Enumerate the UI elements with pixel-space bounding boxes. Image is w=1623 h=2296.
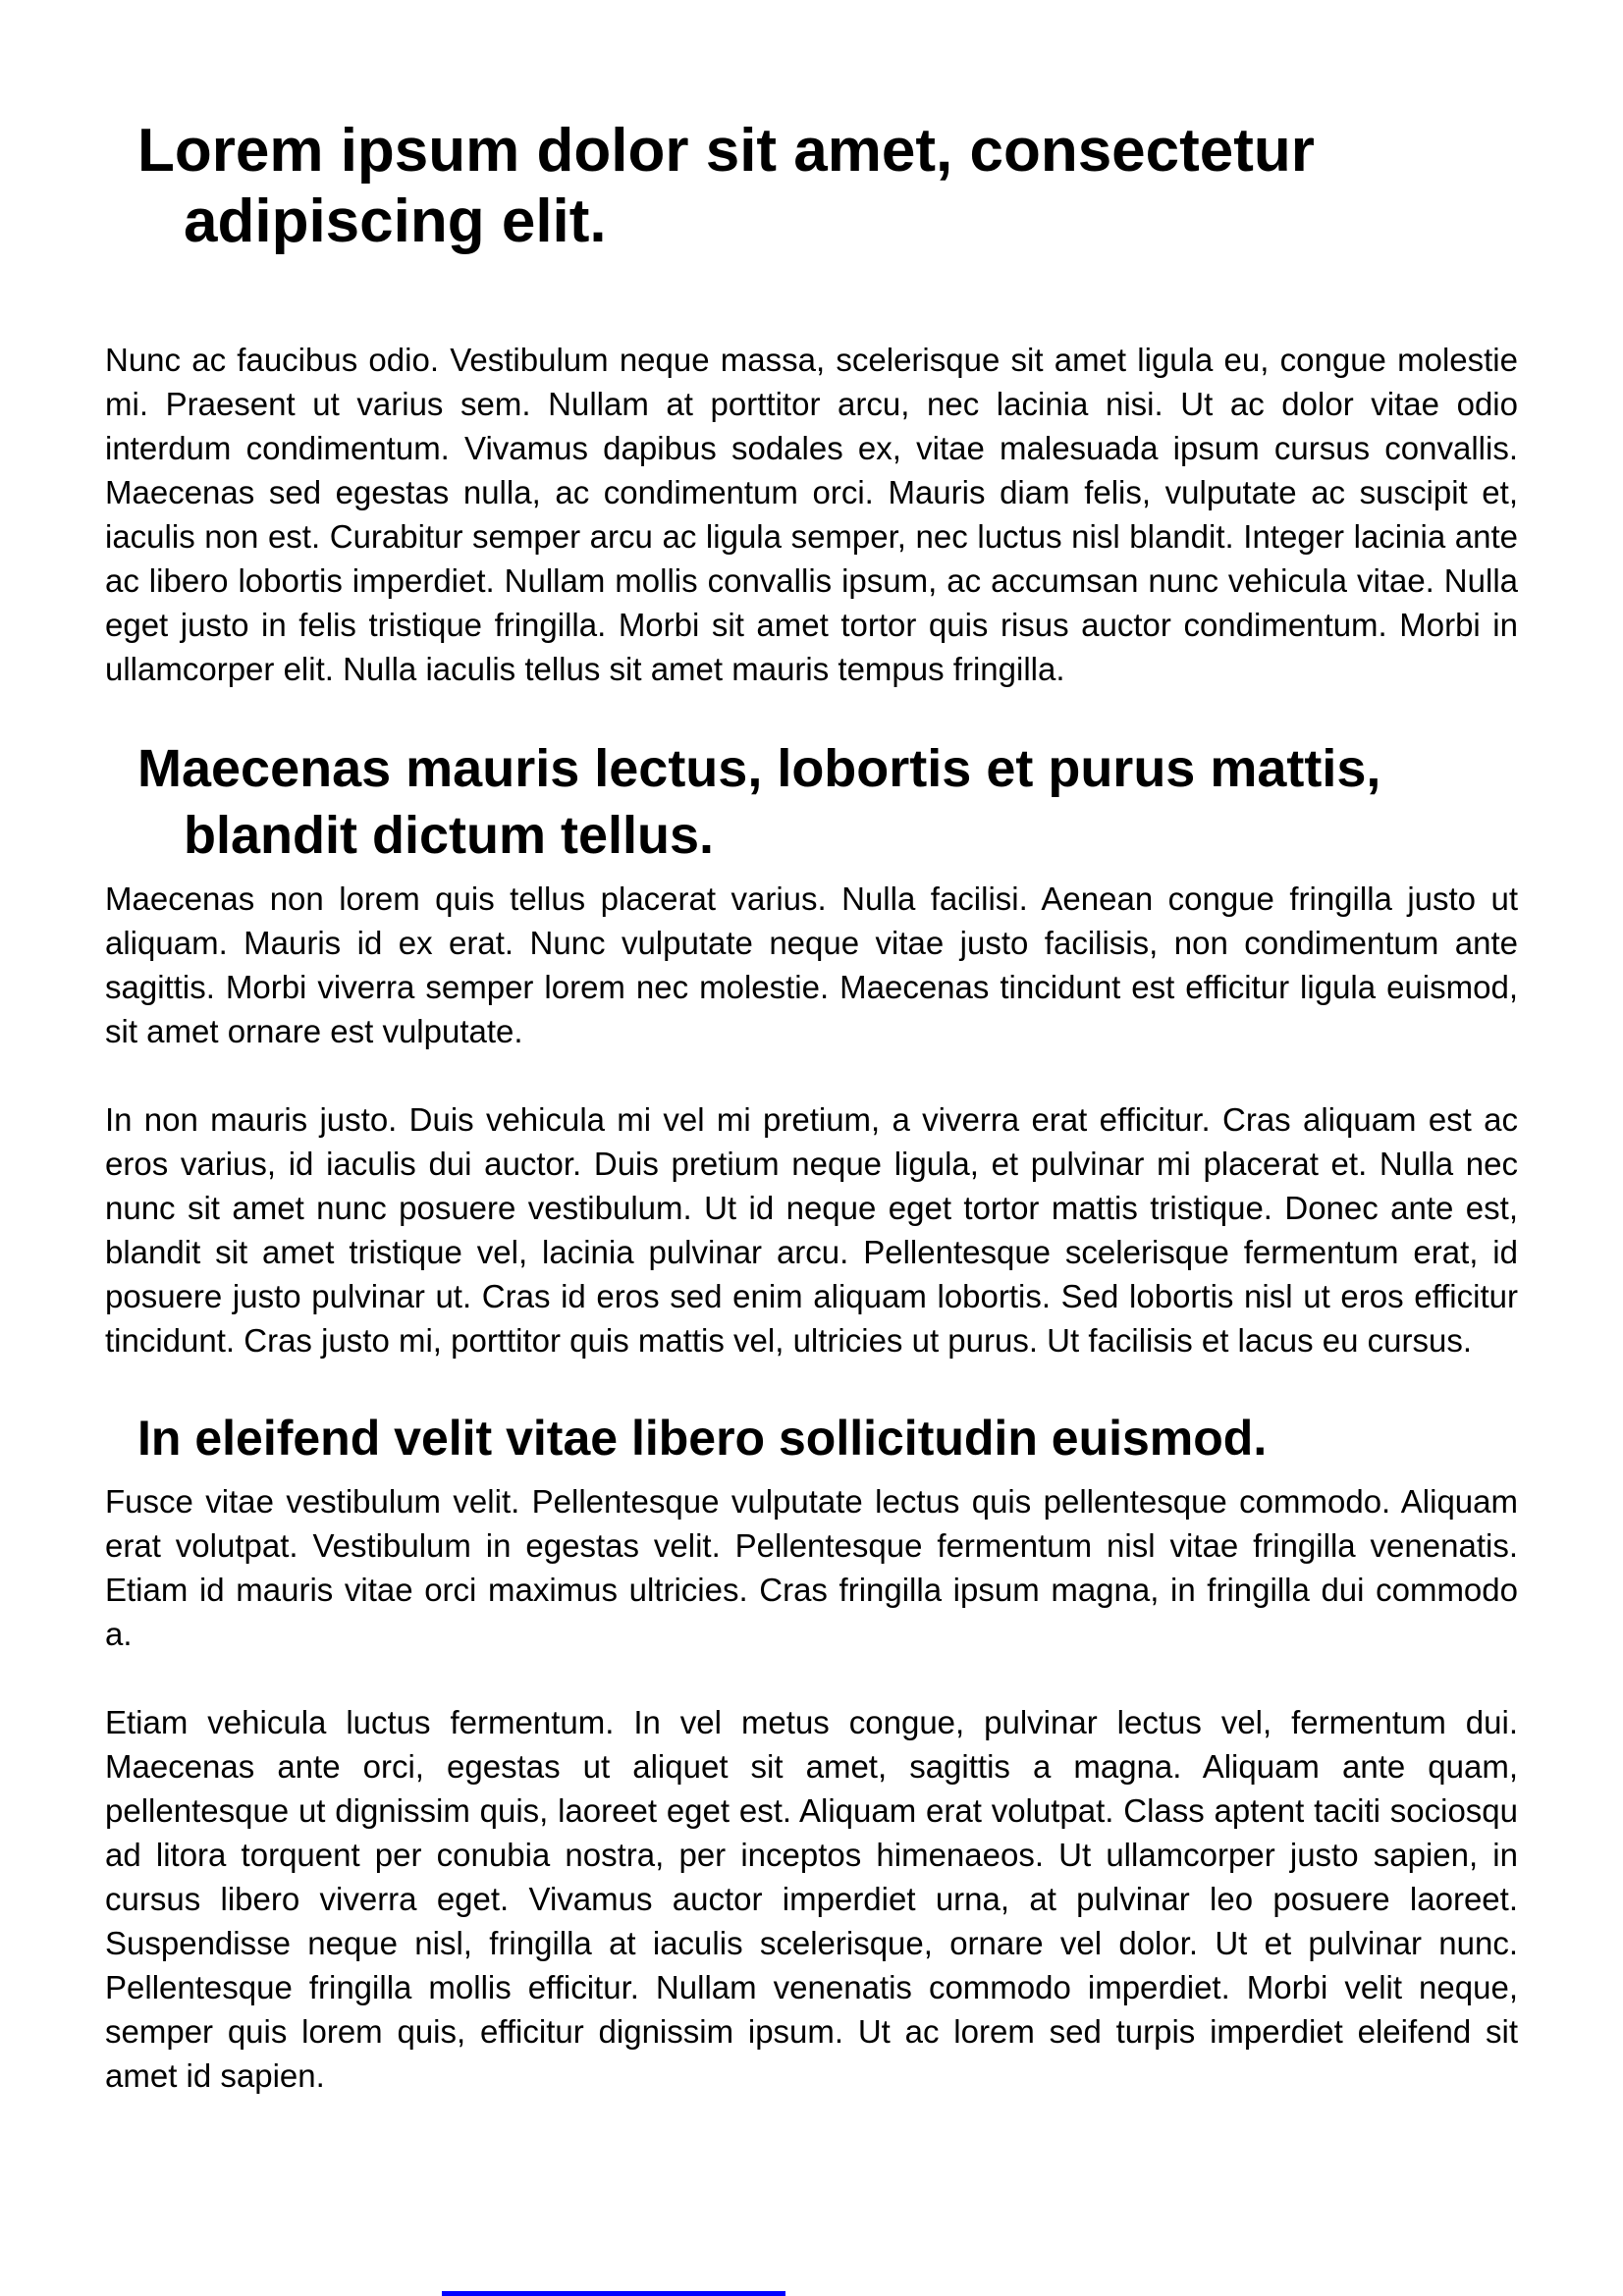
section-3-paragraph-1: Fusce vitae vestibulum velit. Pellentesque vulputate lectus quis pellentesque commodo. Aliquam erat volutpat. Vestibulum in egestas velit. Pellentesque fermentum nisl vitae fringilla venenatis. Etiam id mauris vitae orci maximus ultricies. Cras fringilla ipsum magna, in fringilla dui commodo a. [105,1483,1518,1652]
footer-blue-bar [442,2291,785,2296]
section-2-heading: Maecenas mauris lectus, lobortis et purus mattis, blandit dictum tellus. [137,739,1381,865]
section-3-heading: In eleifend velit vitae libero sollicitudin euismod. [137,1411,1268,1466]
section-1-heading: Lorem ipsum dolor sit amet, consectetur adipiscing elit. [137,117,1315,255]
section-2-paragraph-1: Maecenas non lorem quis tellus placerat varius. Nulla facilisi. Aenean congue fringilla justo ut aliquam. Mauris id ex erat. Nunc vulputate neque vitae justo facilisis, non condimentum ante sagittis. Morbi viverra semper lorem nec molestie. Maecenas tincidunt est efficitur ligula euismod, sit amet ornare est vulputate. [105,881,1518,1049]
section-1-paragraph-1: Nunc ac faucibus odio. Vestibulum neque massa, scelerisque sit amet ligula eu, congue molestie mi. Praesent ut varius sem. Nullam at porttitor arcu, nec lacinia nisi. Ut ac dolor vitae odio interdum condimentum. Vivamus dapibus sodales ex, vitae malesuada ipsum cursus convallis. Maecenas sed egestas nulla, ac condimentum orci. Mauris diam felis, vulputate ac suscipit et, iaculis non est. Curabitur semper arcu ac ligula semper, nec luctus nisl blandit. Integer lacinia ante ac libero lobortis imperdiet. Nullam mollis convallis ipsum, ac accumsan nunc vehicula vitae. Nulla eget justo in felis tristique fringilla. Morbi sit amet tortor quis risus auctor condimentum. Morbi in ullamcorper elit. Nulla iaculis tellus sit amet mauris tempus fringilla. [105,342,1518,687]
section-3-paragraph-2: Etiam vehicula luctus fermentum. In vel metus congue, pulvinar lectus vel, fermentum dui. Maecenas ante orci, egestas ut aliquet sit amet, sagittis a magna. Aliquam ante quam, pellentesque ut dignissim quis, laoreet eget est. Aliquam erat volutpat. Class aptent taciti sociosqu ad litora torquent per conubia nostra, per inceptos himenaeos. Ut ullamcorper justo sapien, in cursus libero viverra eget. Vivamus auctor imperdiet urna, at pulvinar leo posuere laoreet. Suspendisse neque nisl, fringilla at iaculis scelerisque, ornare vel dolor. Ut et pulvinar nunc. Pellentesque fringilla mollis efficitur. Nullam venenatis commodo imperdiet. Morbi velit neque, semper quis lorem quis, efficitur dignissim ipsum. Ut ac lorem sed turpis imperdiet eleifend sit amet id sapien. [105,1704,1518,2094]
section-2-paragraph-2: In non mauris justo. Duis vehicula mi vel mi pretium, a viverra erat efficitur. Cras aliquam est ac eros varius, id iaculis dui auctor. Duis pretium neque ligula, et pulvinar mi placerat et. Nulla nec nunc sit amet nunc posuere vestibulum. Ut id neque eget tortor mattis tristique. Donec ante est, blandit sit amet tristique vel, lacinia pulvinar arcu. Pellentesque scelerisque fermentum erat, id posuere justo pulvinar ut. Cras id eros sed enim aliquam lobortis. Sed lobortis nisl ut eros efficitur tincidunt. Cras justo mi, porttitor quis mattis vel, ultricies ut purus. Ut facilisis et lacus eu cursus. [105,1101,1518,1359]
